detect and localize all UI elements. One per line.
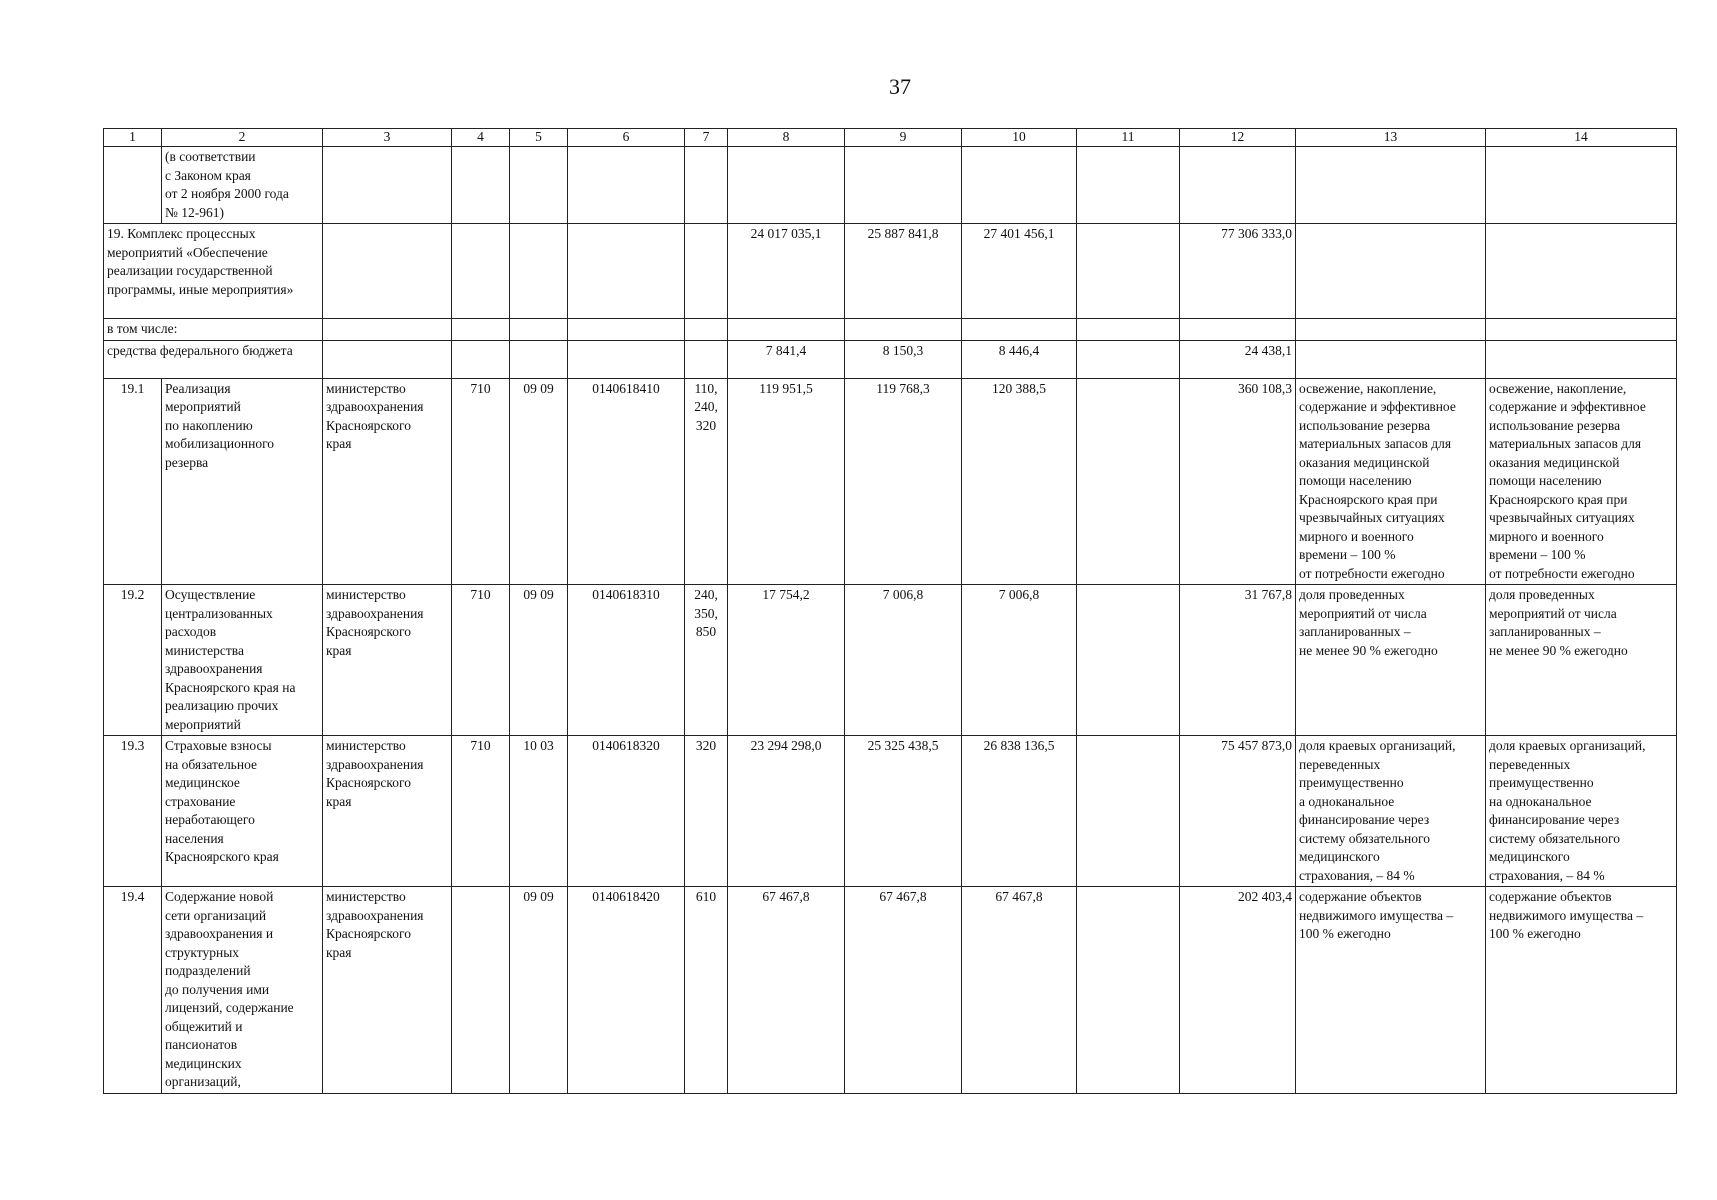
code-col6: 0140618420	[568, 887, 685, 1094]
table-row-federal-budget	[104, 340, 1677, 378]
amount-col11	[1077, 736, 1180, 887]
amount-col12: 31 767,8	[1180, 585, 1296, 736]
code-col7: 610	[685, 887, 728, 1094]
federal-budget-label: средства федерального бюджета	[104, 340, 323, 378]
code-col5: 09 09	[510, 887, 568, 1094]
table-row	[104, 378, 1677, 585]
amount-col11	[1077, 887, 1180, 1094]
code-col4: 710	[452, 378, 510, 585]
amount-col10: 26 838 136,5	[962, 736, 1077, 887]
measure-name: Страховые взносы на обязательное медицинское страхование неработающего населения Красноярского края	[162, 736, 323, 887]
federal-col9: 8 150,3	[845, 340, 962, 378]
result-col14: доля краевых организаций, переведенных преимущественно на одноканальное финансирование через систему обязательного медицинского страхования, – 84 %	[1486, 736, 1677, 887]
code-col4	[452, 887, 510, 1094]
row-index: 19.1	[104, 378, 162, 585]
column-header: 5	[510, 129, 568, 147]
result-col13: содержание объектов недвижимого имущества – 100 % ежегодно	[1296, 887, 1486, 1094]
column-header: 4	[452, 129, 510, 147]
measure-name: Реализация мероприятий по накоплению мобилизационного резерва	[162, 378, 323, 585]
column-header: 10	[962, 129, 1077, 147]
executor: министерство здравоохранения Красноярского края	[323, 378, 452, 585]
amount-col9: 7 006,8	[845, 585, 962, 736]
complex-col10: 27 401 456,1	[962, 224, 1077, 319]
amount-col8: 17 754,2	[728, 585, 845, 736]
code-col6: 0140618410	[568, 378, 685, 585]
amount-col12: 75 457 873,0	[1180, 736, 1296, 887]
code-col7: 240, 350, 850	[685, 585, 728, 736]
executor: министерство здравоохранения Красноярского края	[323, 887, 452, 1094]
complex-col12: 77 306 333,0	[1180, 224, 1296, 319]
complex-col9: 25 887 841,8	[845, 224, 962, 319]
amount-col10: 67 467,8	[962, 887, 1077, 1094]
result-col14: освежение, накопление, содержание и эффективное использование резерва материальных запасов для оказания медицинской помощи населению Красноярского края при чрезвычайных ситуациях мирного и военного времени – 100 % от потребности ежегодно	[1486, 378, 1677, 585]
code-col7: 110, 240, 320	[685, 378, 728, 585]
complex-col8: 24 017 035,1	[728, 224, 845, 319]
result-col13: освежение, накопление, содержание и эффективное использование резерва материальных запасов для оказания медицинской помощи населению Красноярского края при чрезвычайных ситуациях мирного и военного времени – 100 % от потребности ежегодно	[1296, 378, 1486, 585]
row-index: 19.4	[104, 887, 162, 1094]
code-col7: 320	[685, 736, 728, 887]
amount-col9: 67 467,8	[845, 887, 962, 1094]
column-header: 14	[1486, 129, 1677, 147]
result-col14: содержание объектов недвижимого имущества – 100 % ежегодно	[1486, 887, 1677, 1094]
executor: министерство здравоохранения Красноярского края	[323, 736, 452, 887]
column-header: 8	[728, 129, 845, 147]
amount-col8: 23 294 298,0	[728, 736, 845, 887]
column-header: 6	[568, 129, 685, 147]
code-col4: 710	[452, 585, 510, 736]
measure-name: Содержание новой сети организаций здравоохранения и структурных подразделений до получения ими лицензий, содержание общежитий и пансионатов медицинских организаций,	[162, 887, 323, 1094]
amount-col9: 25 325 438,5	[845, 736, 962, 887]
code-col5: 10 03	[510, 736, 568, 887]
column-header: 3	[323, 129, 452, 147]
measure-name: Осуществление централизованных расходов министерства здравоохранения Красноярского края на реализацию прочих мероприятий	[162, 585, 323, 736]
law-reference-text: (в соответствии с Законом края от 2 ноября 2000 года № 12-961)	[162, 147, 323, 224]
column-header: 2	[162, 129, 323, 147]
federal-col8: 7 841,4	[728, 340, 845, 378]
code-col6: 0140618310	[568, 585, 685, 736]
column-header: 7	[685, 129, 728, 147]
table-row-including	[104, 319, 1677, 341]
column-header: 9	[845, 129, 962, 147]
amount-col12: 360 108,3	[1180, 378, 1296, 585]
row-index: 19.3	[104, 736, 162, 887]
amount-col11	[1077, 378, 1180, 585]
amount-col8: 119 951,5	[728, 378, 845, 585]
code-col4: 710	[452, 736, 510, 887]
page-number: 37	[889, 74, 911, 99]
amount-col9: 119 768,3	[845, 378, 962, 585]
column-header: 13	[1296, 129, 1486, 147]
amount-col8: 67 467,8	[728, 887, 845, 1094]
executor: министерство здравоохранения Красноярского края	[323, 585, 452, 736]
complex-title: 19. Комплекс процессных мероприятий «Обеспечение реализации государственной программы, иные мероприятия»	[104, 224, 323, 319]
amount-col11	[1077, 585, 1180, 736]
column-header: 1	[104, 129, 162, 147]
column-header: 12	[1180, 129, 1296, 147]
table-row	[104, 585, 1677, 736]
result-col13: доля проведенных мероприятий от числа запланированных – не менее 90 % ежегодно	[1296, 585, 1486, 736]
federal-col12: 24 438,1	[1180, 340, 1296, 378]
amount-col10: 7 006,8	[962, 585, 1077, 736]
table-row	[104, 736, 1677, 887]
table-row	[104, 887, 1677, 1094]
result-col14: доля проведенных мероприятий от числа запланированных – не менее 90 % ежегодно	[1486, 585, 1677, 736]
result-col13: доля краевых организаций, переведенных преимущественно а одноканальное финансирование через систему обязательного медицинского страхования, – 84 %	[1296, 736, 1486, 887]
row-index: 19.2	[104, 585, 162, 736]
table-row-law-reference	[104, 147, 1677, 224]
amount-col10: 120 388,5	[962, 378, 1077, 585]
table-row-complex	[104, 224, 1677, 319]
including-label: в том числе:	[104, 319, 323, 341]
column-number-row	[104, 129, 1677, 147]
code-col5: 09 09	[510, 378, 568, 585]
code-col6: 0140618320	[568, 736, 685, 887]
amount-col12: 202 403,4	[1180, 887, 1296, 1094]
federal-col10: 8 446,4	[962, 340, 1077, 378]
column-header: 11	[1077, 129, 1180, 147]
code-col5: 09 09	[510, 585, 568, 736]
program-table	[103, 128, 1677, 1094]
